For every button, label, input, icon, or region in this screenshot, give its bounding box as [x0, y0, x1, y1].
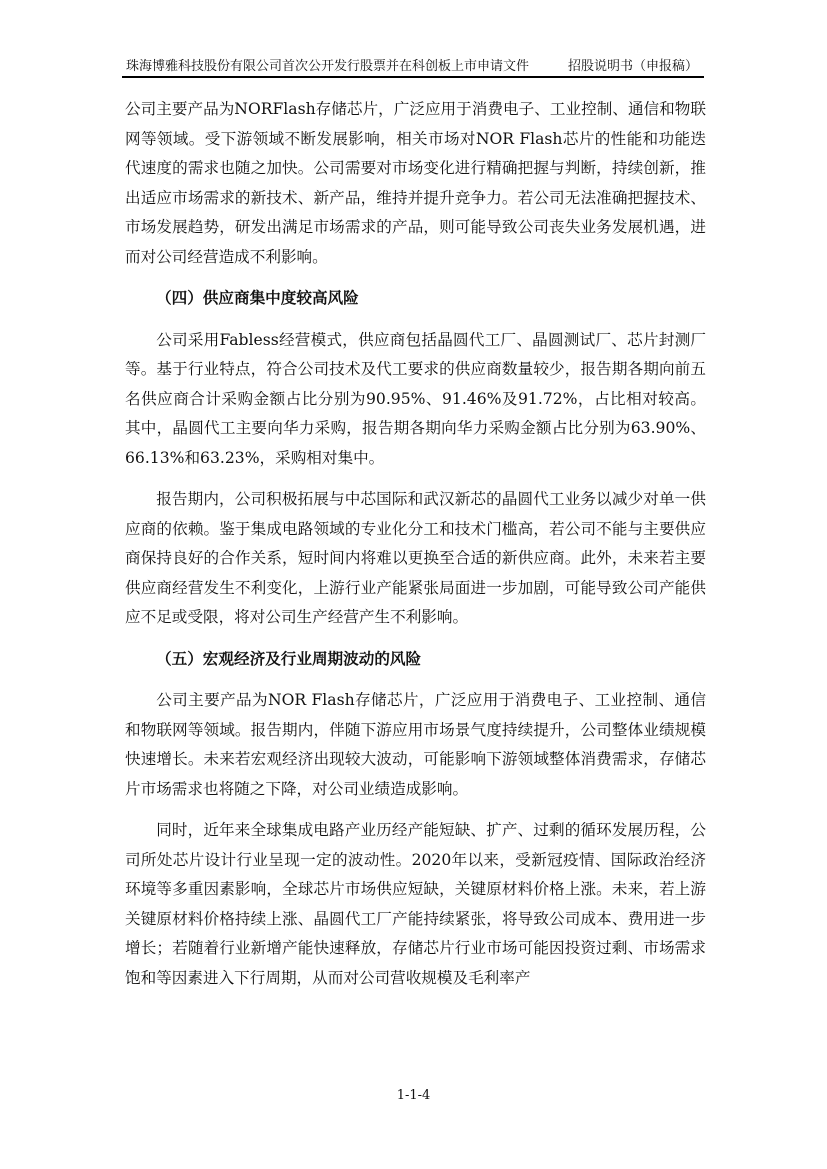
- page-number: 1-1-4: [396, 1088, 431, 1103]
- page-body: [125, 95, 706, 993]
- section-title-supplier-concentration: （四）供应商集中度较高风险: [156, 289, 359, 307]
- paragraph-gap: [125, 473, 706, 485]
- paragraph-supplier-model: 公司采用Fabless经营模式，供应商包括晶圆代工厂、晶圆测试厂、芯片封测厂等。基于行业特点，符合公司技术及代工要求的供应商数量较少，报告期各期向前五名供应商合计采购金额占比分别为90.95%、91.46%及91.72%，占比相对较高。其中，晶圆代工主要向华力采购，报告期各期向华力采购金额占比分别为63.90%、66.13%和63.23%，采购相对集中。: [125, 330, 706, 467]
- paragraph-product-market: 公司主要产品为NORFlash存储芯片，广泛应用于消费电子、工业控制、通信和物联网等领域。受下游领域不断发展影响，相关市场对NOR Flash芯片的性能和功能迭代速度的需求也随之加快。公司需要对市场变化进行精确把握与判断，持续创新，推出适应市场需求的新技术、新产品，维持并提升竞争力。若公司无法准确把握技术、市场发展趋势，研发出满足市场需求的产品，则可能导致公司丧失业务发展机遇，进而对公司经营造成不利影响。: [125, 100, 706, 266]
- section-title-macro-cycle-risk: （五）宏观经济及行业周期波动的风险: [156, 649, 422, 668]
- paragraph-macro-economy: 公司主要产品为NOR Flash存储芯片，广泛应用于消费电子、工业控制、通信和物联网等领域。报告期内，伴随下游应用市场景气度持续提升，公司整体业绩规模快速增长。未来若宏观经济出现较大波动，可能影响下游领域整体消费需求，存储芯片市场需求也将随之下降，对公司业绩造成影响。: [125, 691, 706, 798]
- page-header: [122, 56, 704, 78]
- paragraph-industry-cycle: 同时，近年来全球集成电路产业历经产能短缺、扩产、过剩的循环发展历程，公司所处芯片设计行业呈现一定的波动性。2020年以来，受新冠疫情、国际政治经济环境等多重因素影响，全球芯片市场供应短缺，关键原材料价格上涨。未来，若上游关键原材料价格持续上涨、晶圆代工厂产能持续紧张，将导致公司成本、费用进一步增长；若随着行业新增产能快速释放，存储芯片行业市场可能因投资过剩、市场需求饱和等因素进入下行周期，从而对公司营收规模及毛利率产: [125, 821, 706, 987]
- paragraph-gap: [125, 674, 706, 686]
- paragraph-gap: [125, 272, 706, 284]
- paragraph-gap: [125, 633, 706, 645]
- paragraph-supplier-dependency: 报告期内，公司积极拓展与中芯国际和武汉新芯的晶圆代工业务以减少对单一供应商的依赖。鉴于集成电路领域的专业化分工和技术门槛高，若公司不能与主要供应商保持良好的合作关系，短时间内将难以更换至合适的新供应商。此外，未来若主要供应商经营发生不利变化，上游行业产能紧张局面进一步加剧，可能导致公司产能供应不足或受限，将对公司生产经营产生不利影响。: [125, 490, 706, 626]
- header-company-title: 珠海博雅科技股份有限公司首次公开发行股票并在科创板上市申请文件: [126, 59, 530, 74]
- paragraph-gap: [125, 314, 706, 326]
- paragraph-gap: [125, 804, 706, 816]
- header-document-type: 招股说明书（申报稿）: [567, 59, 698, 74]
